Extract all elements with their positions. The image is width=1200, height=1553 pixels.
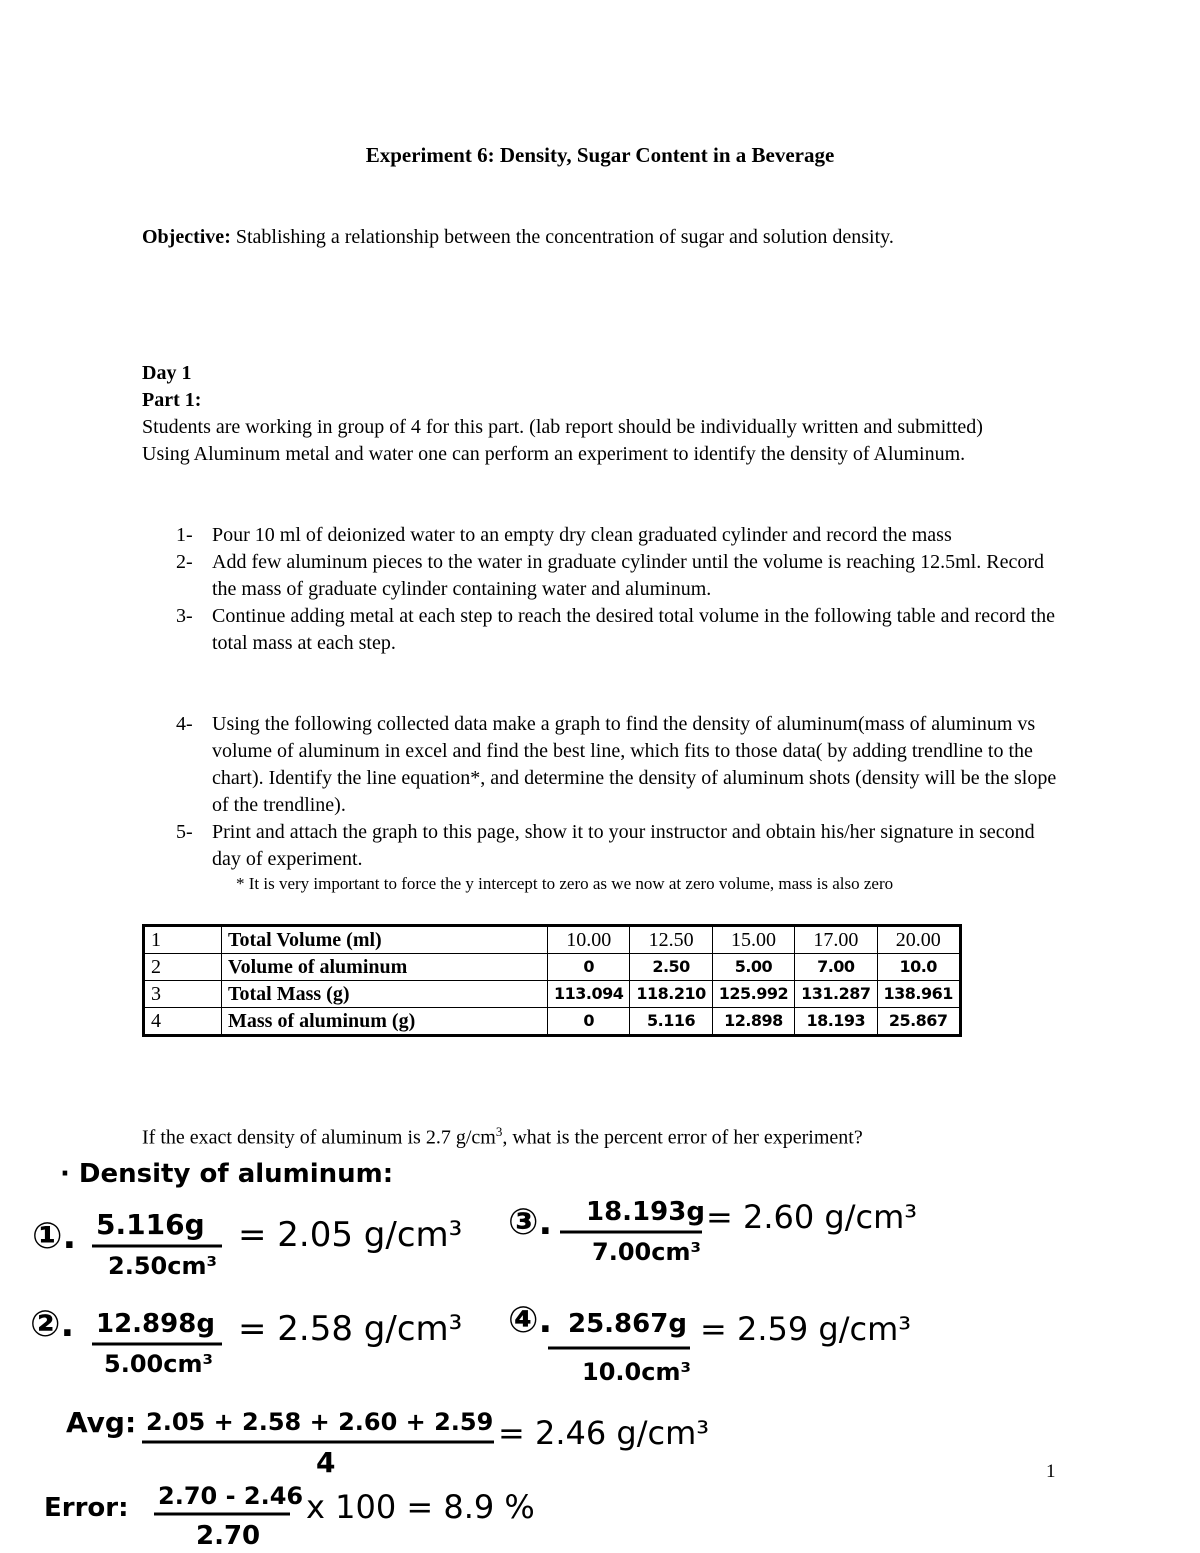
table-cell: 0 [548, 1008, 630, 1036]
row-number: 3 [144, 981, 222, 1008]
calc-4-result: = 2.59 g/cm³ [700, 1310, 912, 1348]
question-text: If the exact density of aluminum is 2.7 g/cm [142, 1126, 496, 1149]
step-text: Print and attach the graph to this page, show it to your instructor and obtain his/her signature in second day of experiment. [212, 821, 1035, 870]
calc-4-numerator: 25.867g [568, 1309, 687, 1339]
table-cell: 2.50 [630, 954, 712, 981]
part-heading: Part 1: [142, 389, 202, 411]
page-number: 1 [1046, 1461, 1056, 1482]
handwork-heading: · Density of aluminum: [60, 1159, 394, 1189]
objective-text: Stablishing a relationship between the concentration of sugar and solution density. [235, 226, 894, 248]
objective-label: Objective: [142, 226, 231, 248]
error-result: x 100 = 8.9 % [306, 1488, 535, 1526]
handwritten-work [0, 1140, 1200, 1553]
step-number: 2- [176, 551, 193, 573]
avg-numerator: 2.05 + 2.58 + 2.60 + 2.59 [146, 1408, 494, 1436]
steps-list-b [142, 711, 1062, 873]
table-row [144, 981, 961, 1008]
step-number: 3- [176, 605, 193, 627]
step-item [142, 711, 1062, 819]
table-cell: 12.50 [630, 926, 712, 954]
table-cell: 10.00 [548, 926, 630, 954]
table-cell: 10.0 [877, 954, 960, 981]
avg-label: Avg: [66, 1406, 137, 1439]
table-row [144, 1008, 961, 1036]
row-label: Mass of aluminum (g) [222, 1008, 548, 1036]
question-superscript: 3 [495, 1124, 503, 1139]
calc-3-number: ③. [508, 1202, 553, 1243]
calc-2-denominator: 5.00cm³ [104, 1350, 213, 1378]
step-text: Continue adding metal at each step to reach the desired total volume in the following table and record the total mass at each step. [212, 605, 1056, 654]
table-row [144, 926, 961, 954]
table-cell: 5.116 [630, 1008, 712, 1036]
step-number: 4- [176, 713, 193, 735]
intro-paragraph-1: Students are working in group of 4 for this part. (lab report should be individually written and submitted) [142, 416, 983, 438]
error-denominator: 2.70 [196, 1521, 261, 1551]
step-text: Add few aluminum pieces to the water in graduate cylinder until the volume is reaching 12.5ml. Record the mass of graduate cylinder containing water and aluminum. [212, 551, 1044, 600]
table-cell: 17.00 [795, 926, 877, 954]
intro-paragraph-2: Using Aluminum metal and water one can perform an experiment to identify the density of Aluminum. [142, 443, 966, 465]
footnote: * It is very important to force the y intercept to zero as we now at zero volume, mass is also zero [236, 874, 894, 893]
calc-1-number: ①. [32, 1216, 77, 1257]
step-item [142, 603, 1062, 657]
calc-3-denominator: 7.00cm³ [592, 1238, 701, 1266]
error-numerator: 2.70 - 2.46 [158, 1482, 304, 1510]
table-cell: 138.961 [877, 981, 960, 1008]
table-cell: 20.00 [877, 926, 960, 954]
row-number: 2 [144, 954, 222, 981]
calc-1-result: = 2.05 g/cm³ [238, 1215, 463, 1255]
row-number: 4 [144, 1008, 222, 1036]
calc-2-numerator: 12.898g [96, 1309, 215, 1339]
table-cell: 113.094 [548, 981, 630, 1008]
intro [142, 414, 1052, 468]
table-row [144, 954, 961, 981]
step-item [142, 819, 1062, 873]
step-text: Pour 10 ml of deionized water to an empty dry clean graduated cylinder and record the mass [212, 524, 952, 546]
page-title: Experiment 6: Density, Sugar Content in a Beverage [365, 143, 835, 167]
avg-denominator: 4 [316, 1446, 336, 1479]
calc-2-number: ②. [30, 1304, 75, 1345]
step-item [142, 549, 1062, 603]
calc-3-result: = 2.60 g/cm³ [706, 1198, 918, 1236]
table-cell: 25.867 [877, 1008, 960, 1036]
table-cell: 118.210 [630, 981, 712, 1008]
day-heading: Day 1 [142, 362, 192, 384]
table-cell: 131.287 [795, 981, 877, 1008]
question-text-end: , what is the percent error of her experiment? [502, 1126, 863, 1149]
table-cell: 0 [548, 954, 630, 981]
steps-list-a [142, 522, 1062, 657]
table-cell: 15.00 [712, 926, 794, 954]
table-cell: 7.00 [795, 954, 877, 981]
table-cell: 12.898 [712, 1008, 794, 1036]
avg-result: = 2.46 g/cm³ [498, 1414, 710, 1452]
section-heading [142, 360, 201, 414]
table-cell: 125.992 [712, 981, 794, 1008]
calc-2-result: = 2.58 g/cm³ [238, 1309, 463, 1349]
calc-4-denominator: 10.0cm³ [582, 1358, 691, 1386]
step-number: 5- [176, 821, 193, 843]
table-cell: 18.193 [795, 1008, 877, 1036]
data-table [142, 924, 962, 1037]
error-label: Error: [44, 1493, 129, 1523]
calc-1-denominator: 2.50cm³ [108, 1252, 217, 1280]
calc-1-numerator: 5.116g [96, 1208, 205, 1241]
step-item [142, 522, 1062, 549]
objective [142, 224, 894, 251]
row-label: Total Volume (ml) [222, 926, 548, 954]
calc-4-number: ④. [508, 1300, 553, 1341]
row-number: 1 [144, 926, 222, 954]
step-number: 1- [176, 524, 193, 546]
step-text: Using the following collected data make a graph to find the density of aluminum(mass of aluminum vs volume of aluminum in excel and find the best line, which fits to those data( by adding trendline to the chart). Identify the line equation*, and determine the density of aluminum shots (density will be the slope of the trendline). [212, 713, 1057, 816]
row-label: Total Mass (g) [222, 981, 548, 1008]
table-cell: 5.00 [712, 954, 794, 981]
row-label: Volume of aluminum [222, 954, 548, 981]
calc-3-numerator: 18.193g [586, 1197, 705, 1227]
